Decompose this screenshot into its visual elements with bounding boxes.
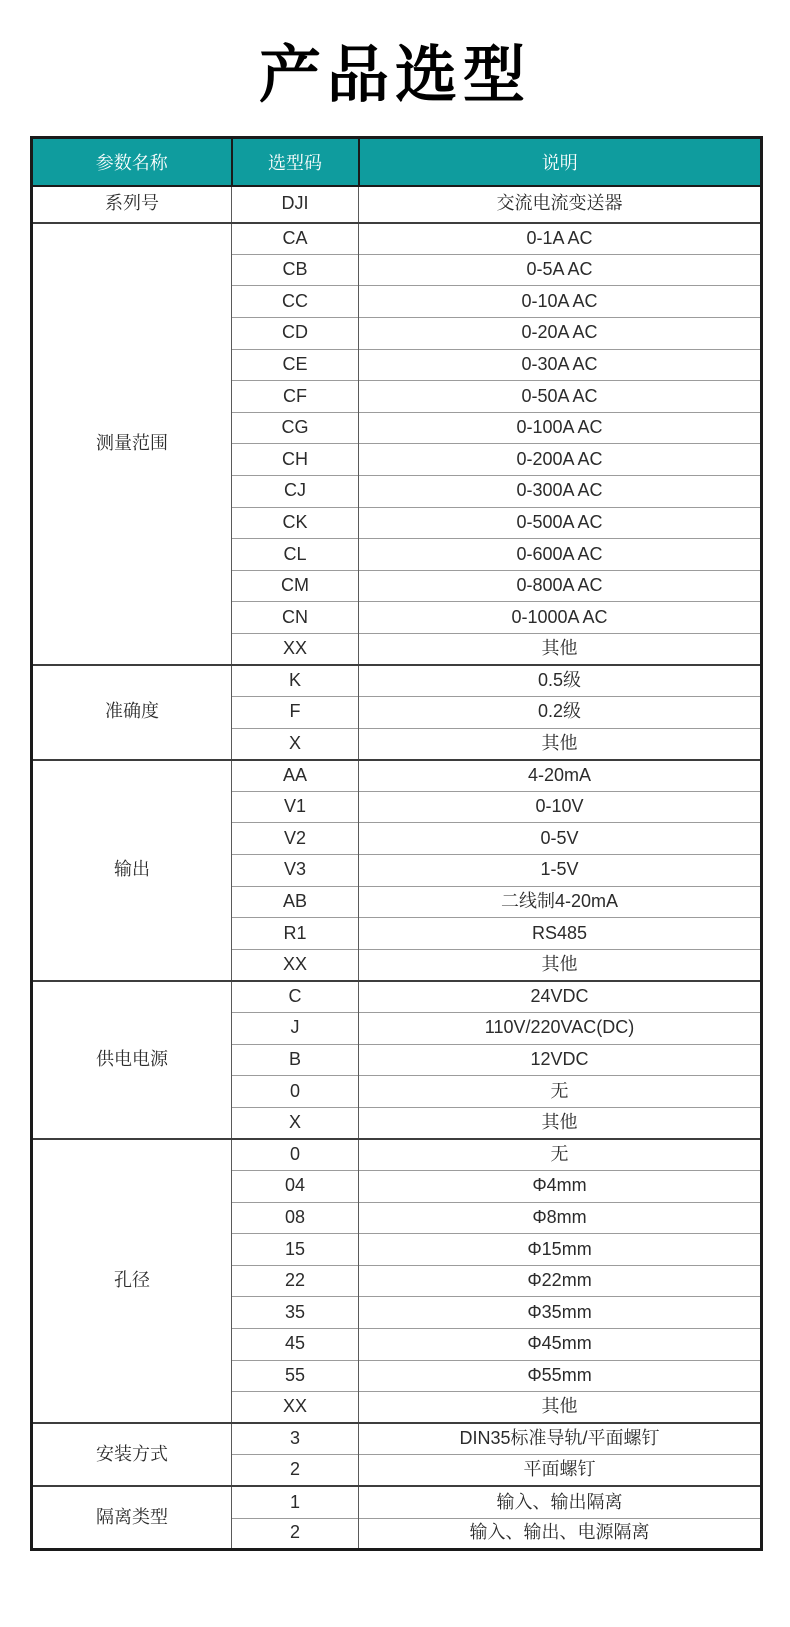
page-title: 产品选型 bbox=[258, 41, 531, 110]
description-cell: 交流电流变送器 bbox=[359, 186, 762, 223]
description-cell: 0-50A AC bbox=[359, 381, 762, 413]
description-cell: 0-800A AC bbox=[359, 570, 762, 602]
parameter-name-cell: 供电电源 bbox=[32, 981, 232, 1139]
selection-code-cell: 2 bbox=[232, 1518, 359, 1550]
description-cell: 0-10V bbox=[359, 791, 762, 823]
selection-code-cell: CH bbox=[232, 444, 359, 476]
selection-code-cell: 08 bbox=[232, 1202, 359, 1234]
table-row bbox=[32, 186, 762, 223]
description-cell: 无 bbox=[359, 1139, 762, 1171]
table-row bbox=[32, 1486, 762, 1518]
description-cell: 12VDC bbox=[359, 1044, 762, 1076]
selection-code-cell: 55 bbox=[232, 1360, 359, 1392]
description-cell: RS485 bbox=[359, 918, 762, 950]
selection-code-cell: CN bbox=[232, 602, 359, 634]
selection-code-cell: J bbox=[232, 1013, 359, 1045]
column-header-parameter-name: 参数名称 bbox=[32, 138, 232, 186]
description-cell: 其他 bbox=[359, 949, 762, 981]
table-row bbox=[32, 981, 762, 1013]
table-row bbox=[32, 760, 762, 792]
description-cell: 0-500A AC bbox=[359, 507, 762, 539]
parameter-name-cell: 测量范围 bbox=[32, 223, 232, 665]
selection-code-cell: XX bbox=[232, 1392, 359, 1424]
description-cell: 0.2级 bbox=[359, 697, 762, 729]
description-cell: 0-300A AC bbox=[359, 475, 762, 507]
selection-code-cell: R1 bbox=[232, 918, 359, 950]
description-cell: 其他 bbox=[359, 633, 762, 665]
selection-code-cell: CA bbox=[232, 223, 359, 255]
selection-code-cell: B bbox=[232, 1044, 359, 1076]
selection-code-cell: X bbox=[232, 728, 359, 760]
parameter-name-cell: 准确度 bbox=[32, 665, 232, 760]
table-row bbox=[32, 665, 762, 697]
description-cell: 0-20A AC bbox=[359, 317, 762, 349]
description-cell: 0-1000A AC bbox=[359, 602, 762, 634]
selection-code-cell: 04 bbox=[232, 1171, 359, 1203]
selection-code-cell: CC bbox=[232, 286, 359, 318]
parameter-name-cell: 孔径 bbox=[32, 1139, 232, 1423]
selection-code-cell: F bbox=[232, 697, 359, 729]
selection-code-cell: 1 bbox=[232, 1486, 359, 1518]
description-cell: 0-10A AC bbox=[359, 286, 762, 318]
description-cell: 24VDC bbox=[359, 981, 762, 1013]
description-cell: 0-200A AC bbox=[359, 444, 762, 476]
selection-code-cell: X bbox=[232, 1107, 359, 1139]
selection-code-cell: CF bbox=[232, 381, 359, 413]
selection-code-cell: XX bbox=[232, 949, 359, 981]
selection-code-cell: V2 bbox=[232, 823, 359, 855]
description-cell: DIN35标准导轨/平面螺钉 bbox=[359, 1423, 762, 1455]
description-cell: 1-5V bbox=[359, 855, 762, 887]
selection-code-cell: CB bbox=[232, 254, 359, 286]
selection-code-cell: V1 bbox=[232, 791, 359, 823]
selection-code-cell: 3 bbox=[232, 1423, 359, 1455]
description-cell: 110V/220VAC(DC) bbox=[359, 1013, 762, 1045]
column-header-description: 说明 bbox=[359, 138, 762, 186]
description-cell: 0-5V bbox=[359, 823, 762, 855]
parameter-name-cell: 隔离类型 bbox=[32, 1486, 232, 1549]
description-cell: 二线制4-20mA bbox=[359, 886, 762, 918]
table-header-row bbox=[32, 138, 762, 186]
description-cell: 0.5级 bbox=[359, 665, 762, 697]
description-cell: 0-600A AC bbox=[359, 539, 762, 571]
parameter-name-cell: 输出 bbox=[32, 760, 232, 981]
selection-code-cell: CD bbox=[232, 317, 359, 349]
selection-code-cell: 35 bbox=[232, 1297, 359, 1329]
selection-code-cell: 45 bbox=[232, 1328, 359, 1360]
selection-code-cell: 15 bbox=[232, 1234, 359, 1266]
description-cell: 0-100A AC bbox=[359, 412, 762, 444]
selection-code-cell: CL bbox=[232, 539, 359, 571]
description-cell: Φ15mm bbox=[359, 1234, 762, 1266]
description-cell: 其他 bbox=[359, 1392, 762, 1424]
selection-code-cell: DJI bbox=[232, 186, 359, 223]
selection-code-cell: XX bbox=[232, 633, 359, 665]
description-cell: 其他 bbox=[359, 728, 762, 760]
selection-code-cell: 0 bbox=[232, 1076, 359, 1108]
description-cell: 无 bbox=[359, 1076, 762, 1108]
column-header-selection-code: 选型码 bbox=[232, 138, 359, 186]
parameter-name-cell: 安装方式 bbox=[32, 1423, 232, 1486]
selection-code-cell: CJ bbox=[232, 475, 359, 507]
description-cell: Φ8mm bbox=[359, 1202, 762, 1234]
description-cell: Φ22mm bbox=[359, 1265, 762, 1297]
selection-code-cell: AB bbox=[232, 886, 359, 918]
selection-code-cell: CM bbox=[232, 570, 359, 602]
selection-code-cell: V3 bbox=[232, 855, 359, 887]
product-selection-table bbox=[30, 136, 763, 1551]
description-cell: 0-30A AC bbox=[359, 349, 762, 381]
description-cell: Φ55mm bbox=[359, 1360, 762, 1392]
table-body bbox=[32, 186, 762, 1550]
description-cell: 输入、输出隔离 bbox=[359, 1486, 762, 1518]
selection-code-cell: K bbox=[232, 665, 359, 697]
table-row bbox=[32, 1139, 762, 1171]
selection-code-cell: CG bbox=[232, 412, 359, 444]
description-cell: 0-1A AC bbox=[359, 223, 762, 255]
parameter-name-cell: 系列号 bbox=[32, 186, 232, 223]
description-cell: 平面螺钉 bbox=[359, 1455, 762, 1487]
selection-code-cell: CE bbox=[232, 349, 359, 381]
selection-code-cell: C bbox=[232, 981, 359, 1013]
description-cell: 其他 bbox=[359, 1107, 762, 1139]
description-cell: Φ4mm bbox=[359, 1171, 762, 1203]
selection-code-cell: 2 bbox=[232, 1455, 359, 1487]
description-cell: 0-5A AC bbox=[359, 254, 762, 286]
selection-code-cell: 22 bbox=[232, 1265, 359, 1297]
selection-code-cell: CK bbox=[232, 507, 359, 539]
table-row bbox=[32, 1423, 762, 1455]
selection-code-cell: 0 bbox=[232, 1139, 359, 1171]
description-cell: Φ45mm bbox=[359, 1328, 762, 1360]
description-cell: 4-20mA bbox=[359, 760, 762, 792]
description-cell: Φ35mm bbox=[359, 1297, 762, 1329]
table-row bbox=[32, 223, 762, 255]
selection-code-cell: AA bbox=[232, 760, 359, 792]
description-cell: 输入、输出、电源隔离 bbox=[359, 1518, 762, 1550]
